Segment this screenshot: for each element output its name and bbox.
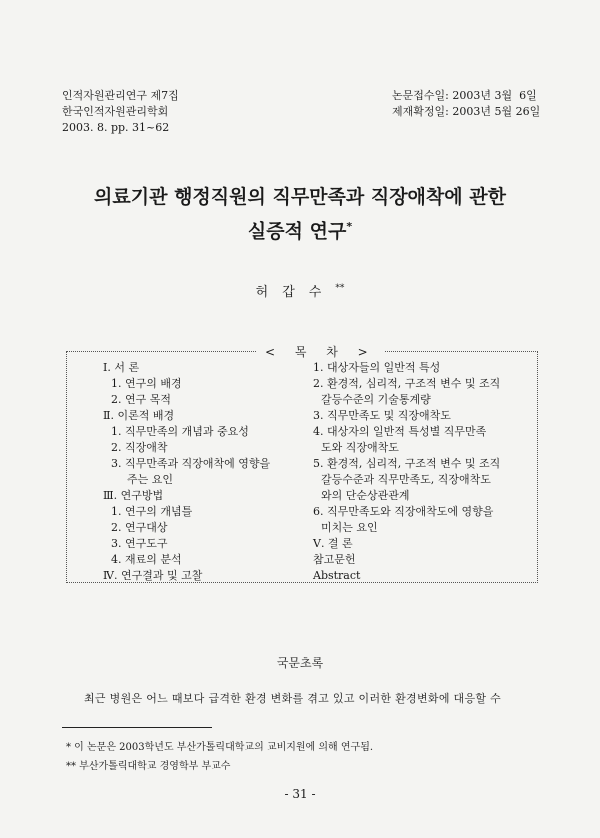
journal-info — [62, 88, 179, 136]
paper-title — [0, 182, 600, 246]
received-date: 논문접수일: 2003년 3월 6일 — [392, 89, 537, 102]
toc-entry: 6. 직무만족도와 직장애착도에 영향을 — [313, 505, 494, 518]
toc-entry: 3. 직무만족과 직장애착에 영향을 — [111, 457, 271, 470]
toc-left-column — [103, 360, 270, 584]
toc-entry: 2. 연구대상 — [111, 521, 168, 534]
society-name: 한국인적자원관리학회 — [62, 105, 169, 118]
toc-entry: 2. 연구 목적 — [111, 393, 171, 406]
page-number: - 31 - — [284, 787, 316, 801]
toc-entry: 2. 환경적, 심리적, 구조적 변수 및 조직 — [313, 377, 501, 390]
toc-entry: 3. 직무만족도 및 직장애착도 — [313, 409, 451, 422]
title-line-2 — [0, 212, 600, 246]
toc-right-column — [313, 360, 500, 584]
toc-entry: 4. 대상자의 일반적 특성별 직무만족 — [313, 425, 487, 438]
toc-entry: 도와 직장애착도 — [321, 441, 399, 454]
abstract-title: 국문초록 — [276, 656, 324, 670]
toc-entry: 1. 연구의 개념틀 — [111, 505, 193, 518]
toc-heading: < 목 차 > — [257, 343, 384, 360]
toc-entry: Ⅳ. 연구결과 및 고찰 — [103, 569, 203, 582]
toc-entry: Ⅱ. 이론적 배경 — [103, 409, 175, 422]
author — [0, 281, 600, 300]
toc-entry: Ⅴ. 결 론 — [313, 537, 353, 550]
toc-entry: 1. 연구의 배경 — [111, 377, 182, 390]
toc-entry: Ⅰ. 서 론 — [103, 361, 140, 374]
issue-pages: 2003. 8. pp. 31~62 — [62, 121, 170, 134]
toc-entry: 4. 재료의 분석 — [111, 553, 182, 566]
toc-entry: 2. 직장애착 — [111, 441, 168, 454]
toc-entry: Ⅲ. 연구방법 — [103, 489, 164, 502]
toc-entry: 1. 직무만족의 개념과 중요성 — [111, 425, 249, 438]
footnote-affiliation: ** 부산가톨릭대학교 경영학부 부교수 — [66, 761, 231, 772]
toc-entry: 3. 연구도구 — [111, 537, 168, 550]
accepted-date: 제재확정일: 2003년 5월 26일 — [392, 105, 541, 118]
toc-entry: 갈등수준의 기술통계량 — [321, 393, 431, 406]
title-line-2-text: 실증적 연구 — [247, 220, 347, 243]
toc-entry: 와의 단순상관관계 — [321, 489, 410, 502]
toc-entry: 1. 대상자들의 일반적 특성 — [313, 361, 441, 374]
author-name: 허갑수 — [255, 285, 336, 300]
toc-entry: 주는 요인 — [127, 473, 174, 486]
toc-entry: 갈등수준과 직무만족도, 직장애착도 — [321, 473, 491, 486]
footnote-funding: * 이 논문은 2003학년도 부산가톨릭대학교의 교비지원에 의해 연구됨. — [66, 742, 374, 753]
toc-entry: 5. 환경적, 심리적, 구조적 변수 및 조직 — [313, 457, 501, 470]
title-footnote-mark: * — [346, 220, 353, 233]
author-footnote-mark: ** — [335, 283, 345, 294]
submission-dates — [392, 88, 540, 120]
footnote-divider — [62, 727, 212, 728]
journal-name: 인적자원관리연구 제7집 — [62, 89, 179, 102]
toc-entry: Abstract — [313, 569, 361, 582]
toc-entry: 참고문헌 — [313, 553, 356, 566]
title-line-1: 의료기관 행정직원의 직무만족과 직장애착에 관한 — [94, 186, 506, 208]
toc-entry: 미치는 요인 — [321, 521, 378, 534]
abstract-text: 최근 병원은 어느 때보다 급격한 환경 변화를 겪고 있고 이러한 환경변화에 대응할 수 — [84, 692, 502, 705]
table-of-contents — [66, 345, 538, 583]
